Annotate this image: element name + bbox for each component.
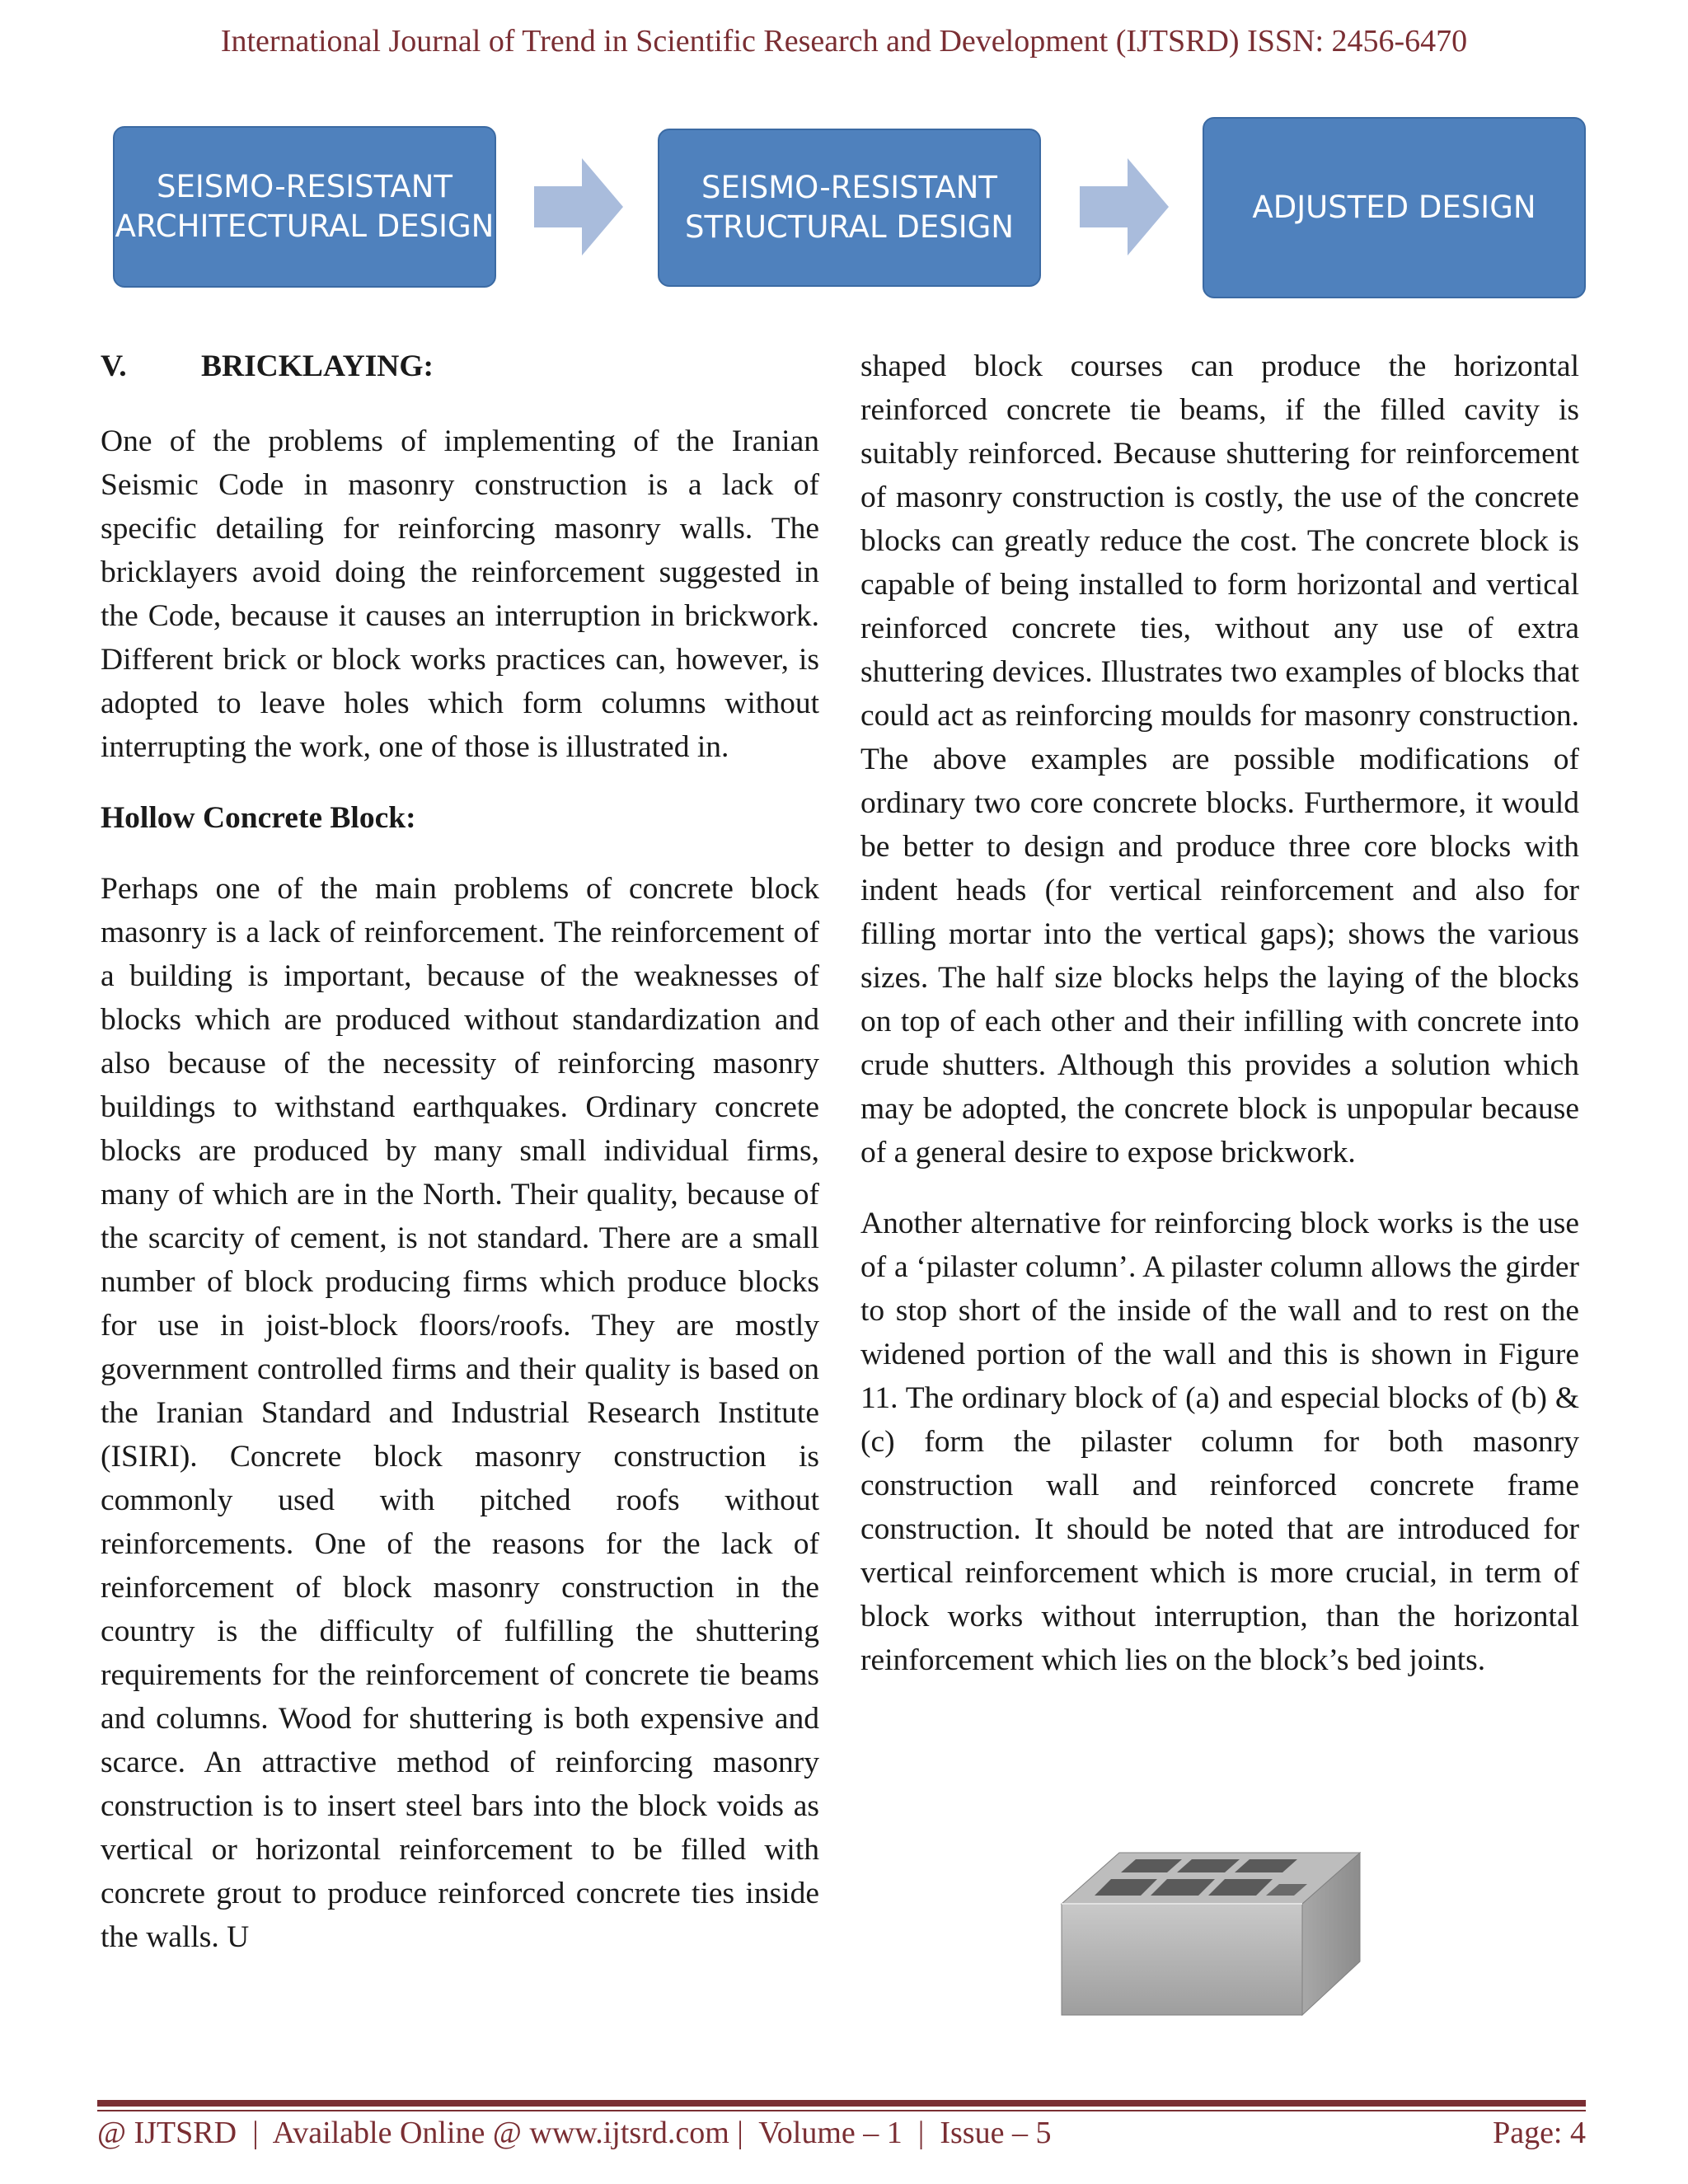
flow-box-structural-line1: SEISMO-RESISTANT xyxy=(701,170,997,205)
flow-box-adjusted-label: ADJUSTED DESIGN xyxy=(1252,190,1536,225)
paragraph-pilaster-column: Another alternative for reinforcing block works is the use of a ‘pilaster column’. A pilaster column allows the girder to stop short of the inside of the wall and to rest on the widened portion of the wall and this is shown in Figure 11. The ordinary block of (a) and especial blocks of (b) & (c) form the pilaster column for both masonry construction wall and reinforced concrete frame construction. It should be noted that are introduced for vertical reinforcement which is more crucial, in term of block works without interruption, than the horizontal reinforcement which lies on the block’s bed joints. xyxy=(860,1207,1579,1677)
left-column xyxy=(101,344,819,1959)
design-flowchart xyxy=(0,0,1688,313)
footer-rule-thin xyxy=(97,2110,1586,2111)
flow-arrow-2 xyxy=(1080,158,1169,255)
paragraph-u-shaped-blocks: shaped block courses can produce the horizontal reinforced concrete tie beams, if the filled cavity is suitably reinforced. Because shuttering for reinforcement of masonry construction is costly, the use of the concrete blocks can greatly reduce the cost. The concrete block is capable of being installed to form horizontal and vertical reinforced concrete ties, without any use of extra shuttering devices. Illustrates two examples of blocks that could act as reinforcing moulds for masonry construction. The above examples are possible modifications of ordinary two core concrete blocks. Furthermore, it would be better to design and produce three core blocks with indent heads (for vertical reinforcement and also for filling mortar into the vertical gaps); shows the various sizes. The half size blocks helps the laying of the blocks on top of each other and their infilling with concrete into crude shutters. Although this provides a solution which may be adopted, the concrete block is unpopular because of a general desire to expose brickwork. xyxy=(860,349,1579,1169)
right-column xyxy=(860,344,1579,1682)
journal-header: International Journal of Trend in Scientific Research and Development (IJTSRD) ISSN: 2456-6470 xyxy=(220,24,1468,59)
concrete-block-figure xyxy=(1055,1846,1385,2019)
flow-box-architectural-line2: ARCHITECTURAL DESIGN xyxy=(115,209,495,244)
footer-rule-thick xyxy=(97,2100,1586,2107)
section-title: BRICKLAYING: xyxy=(201,349,434,383)
flow-box-adjusted xyxy=(1203,117,1586,298)
page-footer xyxy=(97,2115,1586,2158)
footer-citation: @ IJTSRD | Available Online @ www.ijtsrd.com | Volume – 1 | Issue – 5 xyxy=(97,2116,1052,2150)
flow-box-architectural xyxy=(113,126,496,288)
flow-box-structural-line2: STRUCTURAL DESIGN xyxy=(685,209,1014,245)
paragraph-intro: One of the problems of implementing of the Iranian Seismic Code in masonry construction is a lack of specific detailing for reinforcing masonry walls. The bricklayers avoid doing the reinforcement suggested in the Code, because it causes an interruption in brickwork. Different brick or block works practices can, however, is adopted to leave holes which form columns without interrupting the work, one of those is illustrated in. xyxy=(101,424,819,764)
flow-box-structural xyxy=(658,129,1041,287)
subheading-hollow-block: Hollow Concrete Block: xyxy=(101,801,416,835)
section-number: V. xyxy=(101,349,127,383)
section-heading xyxy=(101,344,819,388)
flow-box-architectural-line1: SEISMO-RESISTANT xyxy=(157,169,452,204)
page-number: Page: 4 xyxy=(1493,2116,1586,2150)
flow-arrow-1 xyxy=(534,158,623,255)
paragraph-hollow-block: Perhaps one of the main problems of concrete block masonry is a lack of reinforcement. The reinforcement of a building is important, because of the weaknesses of blocks which are produced without standardization and also because of the necessity of reinforcing masonry buildings to withstand earthquakes. Ordinary concrete blocks are produced by many small individual firms, many of which are in the North. Their quality, because of the scarcity of cement, is not standard. There are a small number of block producing firms which produce blocks for use in joist-block floors/roofs. They are mostly government controlled firms and their quality is based on the Iranian Standard and Industrial Research Institute (ISIRI). Concrete block masonry construction is commonly used with pitched roofs without reinforcements. One of the reasons for the lack of reinforcement of block masonry construction in the country is the difficulty of fulfilling the shuttering requirements for the reinforcement of concrete tie beams and columns. Wood for shuttering is both expensive and scarce. An attractive method of reinforcing masonry construction is to insert steel bars into the block voids as vertical or horizontal reinforcement to be filled with concrete grout to produce reinforced concrete ties inside the walls. U xyxy=(101,872,819,1954)
